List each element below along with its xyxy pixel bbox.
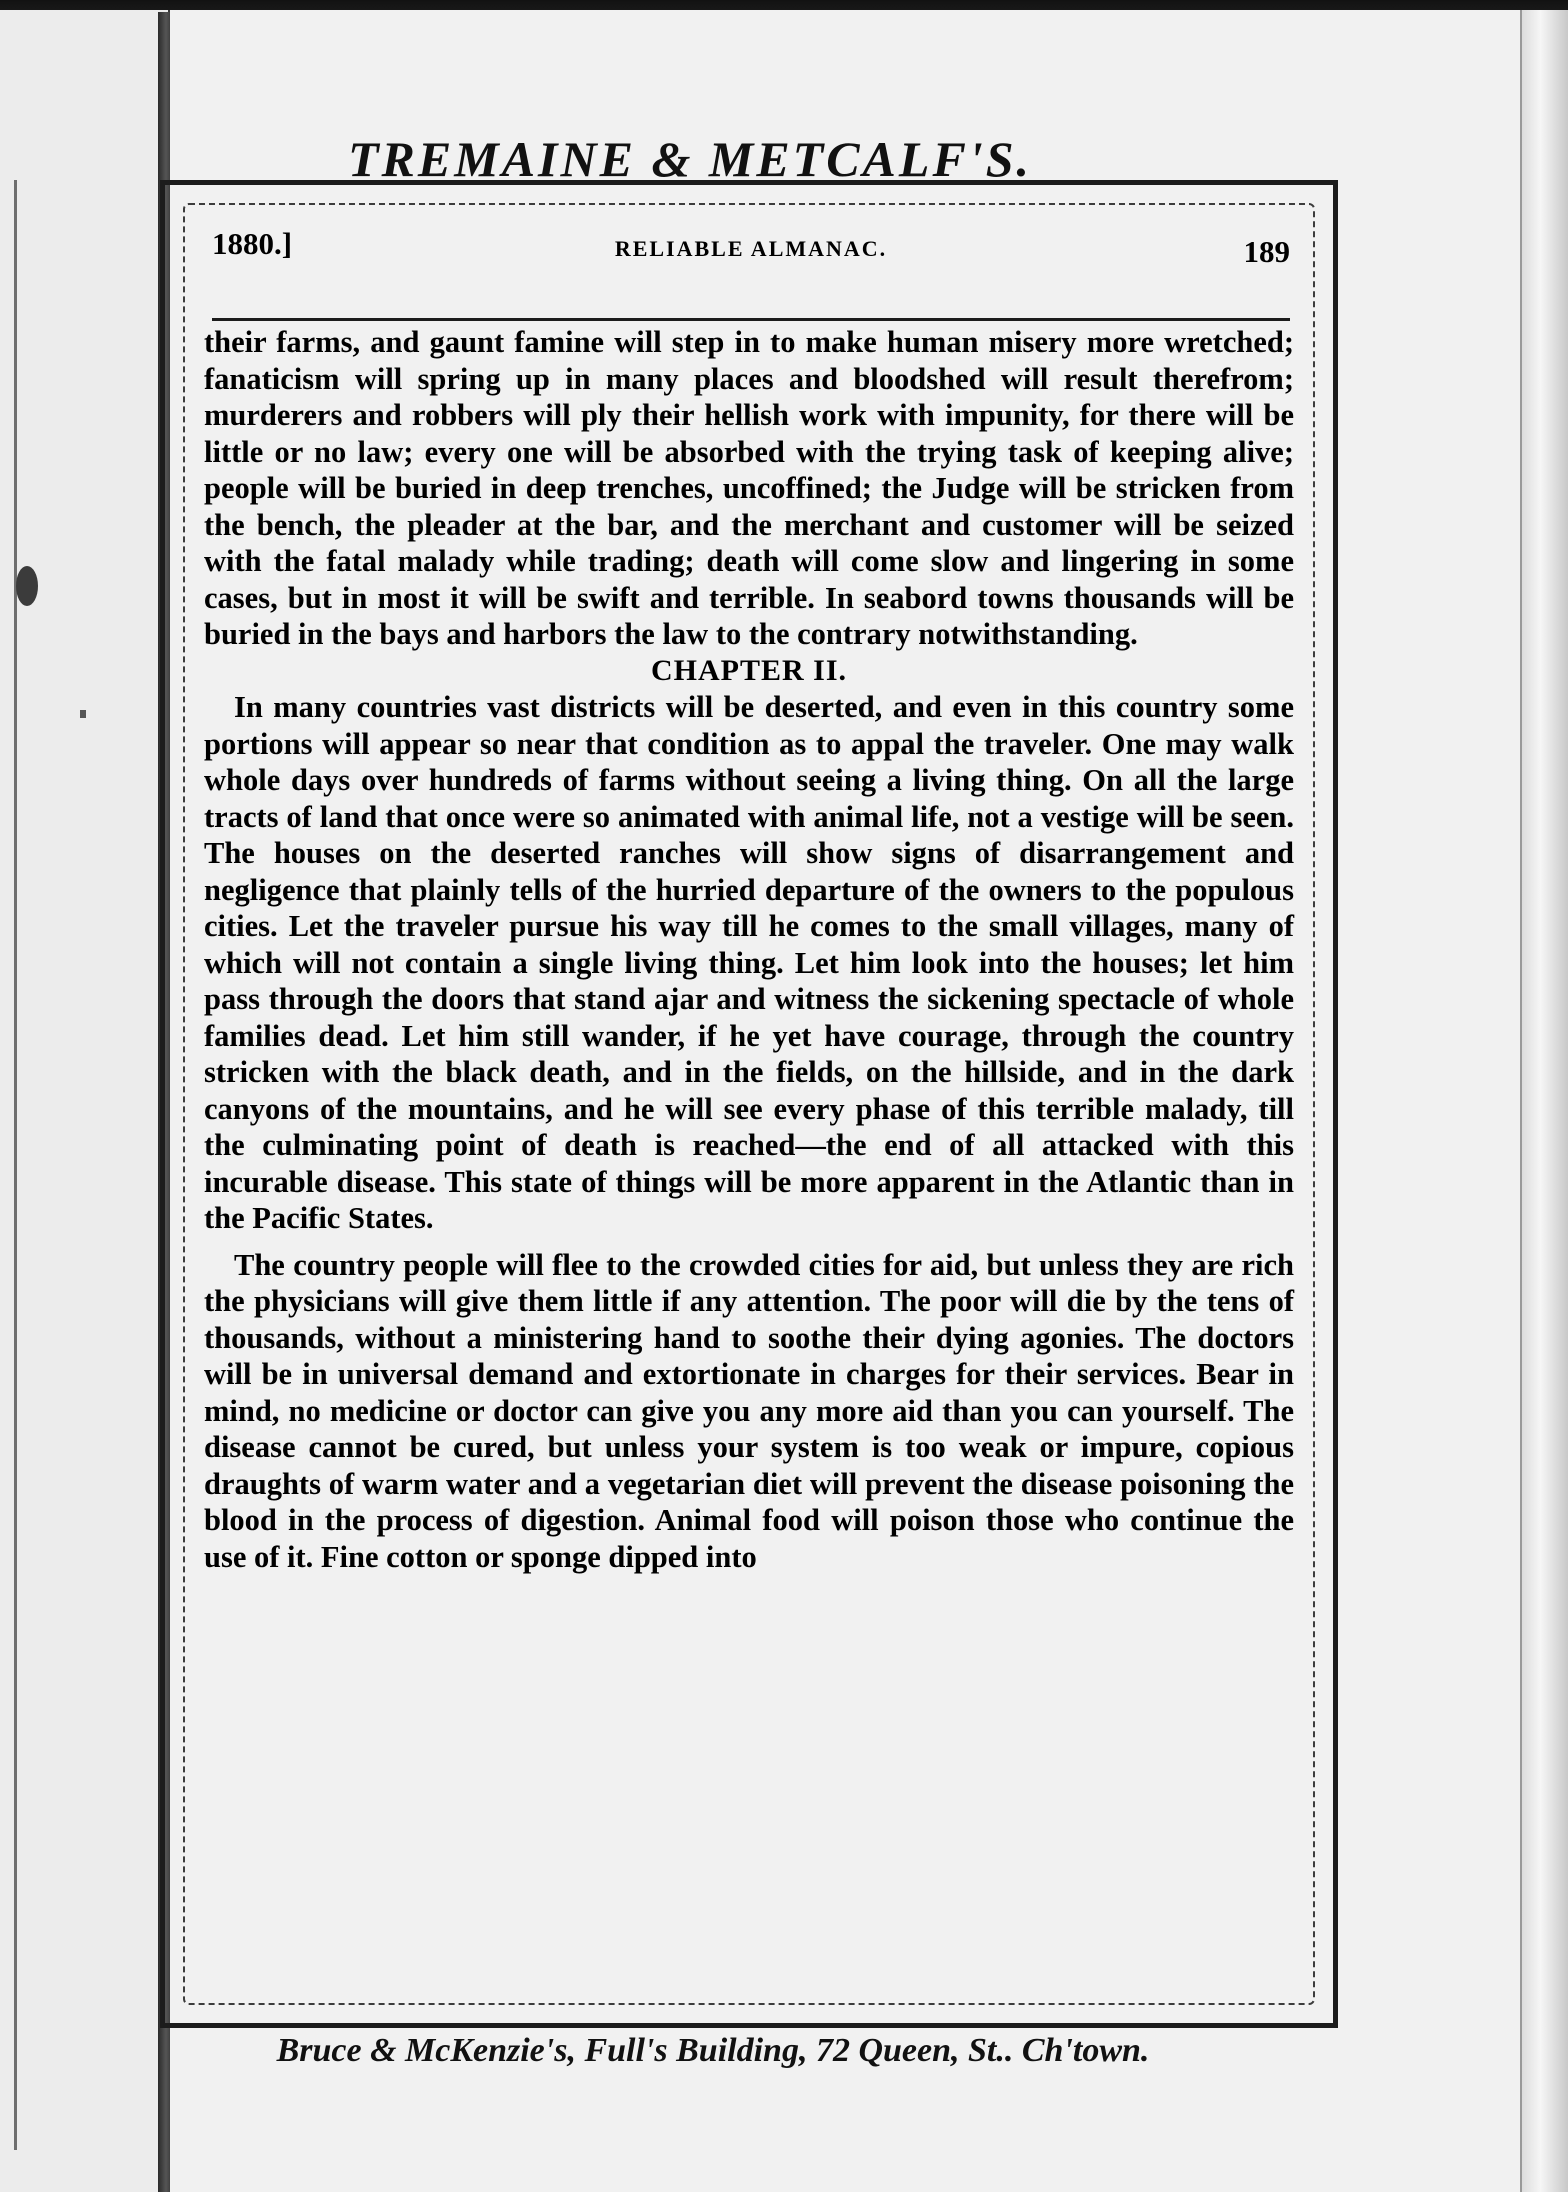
page-number: 189 [1243,234,1290,269]
paragraph-2: In many countries vast districts will be deserted, and even in this country some portions will appear so near that condition as to appal the traveler. One may walk whole days over hundreds of farms without seeing a living thing. On all the large tracts of land that once were so animated with animal life, not a vestige will be seen. The houses on the deserted ranches will show signs of disarrangement and negligence that plainly tells of the hurried departure of the owners to the populous cities. Let the traveler pursue his way till he comes to the small villages, many of which will not contain a single living thing. Let him look into the houses; let him pass through the doors that stand ajar and witness the sickening spectacle of whole families dead. Let him still wander, if he yet have courage, through the country stricken with the black death, and in the fields, on the hillside, and in the dark canyons of the mountains, and he will see every phase of this terrible malady, till the culminating point of death is reached—the end of all attacked with this incurable disease. This state of things will be more apparent in the Atlantic than in the Pacific States. [204,690,1294,1235]
header-rule [212,318,1290,321]
running-head: TREMAINE & METCALF'S. [348,131,1032,187]
paragraph-1: their farms, and gaunt famine will step in to make human misery more wretched; fanaticism will spring up in many places and bloodshed will result therefrom; murderers and robbers will ply their hellish work with impunity, for there will be little or no law; every one will be absorbed with the trying task of keeping alive; people will be buried in deep trenches, uncoffined; the Judge will be stricken from the bench, the pleader at the bar, and the merchant and customer will be seized with the fatal malady while trading; death will come slow and lingering in some cases, but in most it will be swift and terrible. In seabord towns thousands will be buried in the bays and harbors the law to the contrary notwithstanding. [204,325,1294,651]
body-text [204,324,1294,1575]
publisher-footer: Bruce & McKenzie's, Full's Building, 72 Queen, St.. Ch'town. [276,2032,1150,2069]
header-title: RELIABLE ALMANAC. [614,236,888,261]
ink-blot [16,566,38,606]
page-header [212,226,1290,286]
page-mark [80,710,86,718]
paragraph-3: The country people will flee to the crowded cities for aid, but unless they are rich the physicians will give them little if any attention. The poor will die by the tens of thousands, without a ministering hand to soothe their dying agonies. The doctors will be in universal demand and extortionate in charges for their services. Bear in mind, no medicine or doctor can give you any more aid than you can yourself. The disease cannot be cured, but unless your system is too weak or impure, copious draughts of warm water and a vegetarian diet will prevent the disease poisoning the blood in the process of digestion. Animal food will poison those who continue the use of it. Fine cotton or sponge dipped into [204,1247,1294,1574]
previous-page-border [6,180,17,2150]
previous-page [0,10,171,2192]
chapter-heading: CHAPTER II. [650,653,848,687]
page-edge [1520,10,1568,2192]
header-year: 1880.] [212,226,293,261]
